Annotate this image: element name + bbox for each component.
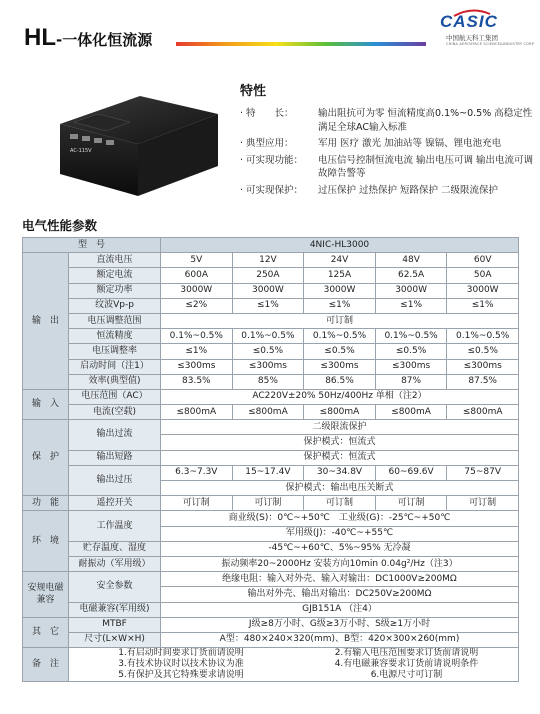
note-item: 4.有电磁兼容要求订货前请说明条件 [334, 659, 479, 670]
note-item: 5.有保护及其它特殊要求请说明 [118, 670, 244, 681]
cell: ≤300ms [161, 359, 233, 374]
header [0, 0, 540, 56]
cell: 600A [161, 268, 233, 283]
cell: 保护模式：恒流式 [161, 450, 519, 465]
table-row [23, 329, 519, 344]
func-category: 功 能 [23, 496, 69, 511]
model-value: 4NIC-HL3000 [161, 238, 519, 253]
cell: 86.5% [304, 374, 376, 389]
env-category: 环 境 [23, 511, 69, 572]
feature-item [240, 107, 536, 134]
row-label: 电压调整率 [69, 344, 161, 359]
cell: ≤800mA [304, 405, 376, 420]
row-label: 效率(典型值) [69, 374, 161, 389]
cell: 可订制 [375, 496, 447, 511]
cell: 250A [232, 268, 304, 283]
table-row [23, 632, 519, 647]
row-label: 额定功率 [69, 283, 161, 298]
cell: ≤300ms [232, 359, 304, 374]
table-row [23, 617, 519, 632]
feature-text: 输出阻抗可为零 恒流精度高0.1%~0.5% 高稳定性 满足全球AC输入标准 [318, 108, 533, 133]
cell: 60V [447, 253, 519, 268]
feature-text: 军用 医疗 激光 加油站等 镍镉、锂电池充电 [318, 138, 502, 149]
rainbow-bar [176, 42, 426, 46]
note-item: 2.有输入电压范围要求订货前请说明 [334, 648, 479, 659]
input-category: 输 入 [23, 389, 69, 419]
table-row [23, 465, 519, 480]
cell: 0.1%~0.5% [232, 329, 304, 344]
cell: ≤300ms [375, 359, 447, 374]
row-label: 遥控开关 [69, 496, 161, 511]
row-label: 输出过流 [69, 420, 161, 450]
feature-text: 电压信号控制恒流电流 输出电压可调 输出电流可调 故障告警等 [318, 154, 534, 179]
product-image [40, 74, 230, 200]
row-label: 安全参数 [69, 572, 161, 602]
notes-category: 备 注 [23, 648, 69, 682]
cell: J级≥8万小时、G级≥3万小时、S级≥1万小时 [161, 617, 519, 632]
row-label: 输出过压 [69, 465, 161, 495]
cell: 125A [304, 268, 376, 283]
cell: ≤0.5% [304, 344, 376, 359]
table-row [23, 389, 519, 404]
cell: ≤800mA [447, 405, 519, 420]
table-row [23, 602, 519, 617]
row-label: 直流电压 [69, 253, 161, 268]
table-row [23, 283, 519, 298]
feature-label: · 可实现保护： [240, 184, 304, 196]
cell: ≤300ms [447, 359, 519, 374]
cell: 输出对外壳、输出对输出：DC250V≥200MΩ [161, 587, 519, 602]
title-hl: HL [24, 24, 56, 51]
cell: 二级限流保护 [161, 420, 519, 435]
cell: ≤0.5% [447, 344, 519, 359]
cell: 可订制 [447, 496, 519, 511]
cell: 3000W [304, 283, 376, 298]
note-item: 3.有技术协议时以技术协议为准 [118, 659, 244, 670]
cell: 85% [232, 374, 304, 389]
cell: ≤1% [304, 298, 376, 313]
cell: 3000W [161, 283, 233, 298]
output-category: 输 出 [23, 253, 69, 390]
features-title: 特性 [240, 84, 267, 99]
row-label: 尺寸(L×W×H) [69, 632, 161, 647]
cell: GJB151A （注4） [161, 602, 519, 617]
cell: 可订制 [232, 496, 304, 511]
section-title: 电气性能参数 [22, 218, 98, 233]
cell: AC220V±20% 50Hz/400Hz 单相（注2） [161, 389, 519, 404]
cell: 30~34.8V [304, 465, 376, 480]
cell: 绝缘电阻：输入对外壳、输入对输出：DC1000V≥200MΩ [161, 572, 519, 587]
other-category: 其 它 [23, 617, 69, 647]
cell: 可订制 [304, 496, 376, 511]
table-row [23, 238, 519, 253]
cell: 可订制 [161, 496, 233, 511]
cell: A型：480×240×320(mm)、B型：420×300×260(mm) [161, 632, 519, 647]
cell: 3000W [232, 283, 304, 298]
note-item: 6.电源尺寸可订制 [370, 670, 443, 681]
protect-category: 保 护 [23, 420, 69, 496]
row-label: 电磁兼容(军用级) [69, 602, 161, 617]
table-row [23, 359, 519, 374]
logo-subtitle-en: CHINA AEROSPACE SCIENCE&INDUSTRY CORP [446, 42, 535, 46]
spec-table [22, 237, 519, 682]
cell: -45℃~+60℃、5%~95% 无冷凝 [161, 541, 519, 556]
title-rest: -一体化恒流源 [56, 31, 153, 49]
cell: 3000W [447, 283, 519, 298]
table-row [23, 374, 519, 389]
table-row [23, 268, 519, 283]
cell: 商业级(S)：0℃~+50℃ 工业级(G)：-25℃~+50℃ [161, 511, 519, 526]
cell: ≤800mA [375, 405, 447, 420]
row-label: 启动时间（注1） [69, 359, 161, 374]
table-row [23, 405, 519, 420]
feature-label: · 特 长： [240, 108, 294, 119]
table-row [23, 648, 519, 682]
cell: ≤0.5% [375, 344, 447, 359]
product-label: AC-115V [70, 148, 92, 154]
feature-item [240, 184, 536, 198]
cell: ≤800mA [161, 405, 233, 420]
safety-category: 安规电磁兼容 [23, 572, 69, 618]
cell: ≤1% [447, 298, 519, 313]
cell: ≤0.5% [232, 344, 304, 359]
cell: 83.5% [161, 374, 233, 389]
cell: 87% [375, 374, 447, 389]
row-label: 贮存温度、湿度 [69, 541, 161, 556]
row-label: 电流(空载) [69, 405, 161, 420]
table-row [23, 420, 519, 435]
row-label: 输出短路 [69, 450, 161, 465]
row-label: 额定电流 [69, 268, 161, 283]
row-label: 工作温度 [69, 511, 161, 541]
cell: 15~17.4V [232, 465, 304, 480]
notes-cell [69, 648, 519, 682]
page-title [24, 24, 152, 52]
model-label: 型 号 [23, 238, 161, 253]
cell: ≤1% [232, 298, 304, 313]
feature-item [240, 137, 536, 151]
cell: 60~69.6V [375, 465, 447, 480]
casic-logo [440, 12, 535, 52]
cell: 振动频率20~2000Hz 安装方向10min 0.04g²/Hz（注3） [161, 556, 519, 571]
table-row [23, 496, 519, 511]
table-row [23, 344, 519, 359]
row-label: 纹波Vp-p [69, 298, 161, 313]
cell: ≤1% [161, 344, 233, 359]
cell: 75~87V [447, 465, 519, 480]
cell: 6.3~7.3V [161, 465, 233, 480]
cell: 0.1%~0.5% [447, 329, 519, 344]
row-label: 恒流精度 [69, 329, 161, 344]
cell: 0.1%~0.5% [161, 329, 233, 344]
table-row [23, 450, 519, 465]
cell: 保护模式：输出电压关断式 [161, 481, 519, 496]
note-item: 1.有启动时间要求订货前请说明 [118, 648, 244, 659]
feature-text: 过压保护 过热保护 短路保护 二级限流保护 [318, 184, 499, 196]
cell: ≤2% [161, 298, 233, 313]
feature-item [240, 154, 536, 181]
cell: 军用级(J)：-40℃~+55℃ [161, 526, 519, 541]
row-label: 耐振动（军用级） [69, 556, 161, 571]
cell: 87.5% [447, 374, 519, 389]
cell: ≤1% [375, 298, 447, 313]
table-row [23, 511, 519, 526]
row-label: 电压范围（AC） [69, 389, 161, 404]
table-row [23, 572, 519, 587]
cell: 48V [375, 253, 447, 268]
row-label: 电压调整范围 [69, 313, 161, 328]
cell: 12V [232, 253, 304, 268]
cell: 3000W [375, 283, 447, 298]
cell: ≤300ms [304, 359, 376, 374]
cell: 5V [161, 253, 233, 268]
cell: 保护模式：恒流式 [161, 435, 519, 450]
table-row [23, 298, 519, 313]
table-row [23, 253, 519, 268]
cell: ≤800mA [232, 405, 304, 420]
row-label: MTBF [69, 617, 161, 632]
cell: 62.5A [375, 268, 447, 283]
feature-label: · 典型应用： [240, 138, 294, 149]
features-section [240, 80, 536, 200]
cell: 24V [304, 253, 376, 268]
feature-label: · 可实现功能： [240, 154, 304, 166]
logo-text: CASIC [440, 12, 498, 31]
logo-subtitle: 中国航天科工集团 [446, 34, 498, 42]
cell: 可订制 [161, 313, 519, 328]
cell: 0.1%~0.5% [304, 329, 376, 344]
table-row [23, 541, 519, 556]
cell: 0.1%~0.5% [375, 329, 447, 344]
table-row [23, 313, 519, 328]
table-row [23, 556, 519, 571]
cell: 50A [447, 268, 519, 283]
